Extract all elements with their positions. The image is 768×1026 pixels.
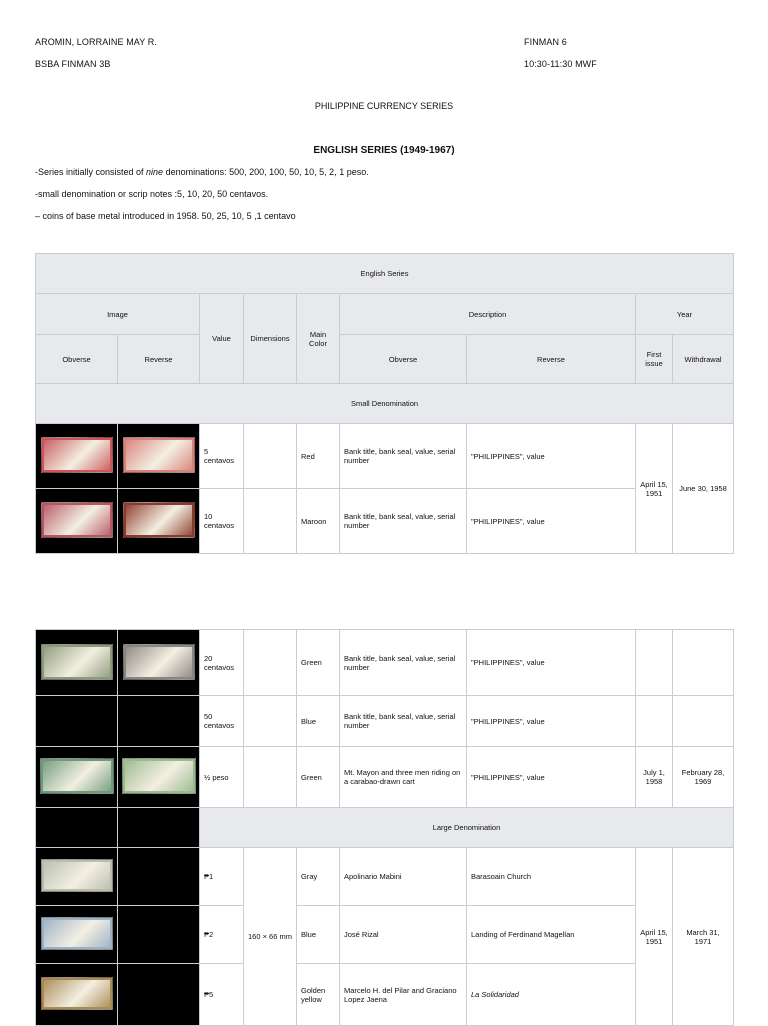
large-denomination-label: Large Denomination xyxy=(200,808,734,848)
withdrawal-cell xyxy=(673,630,734,696)
note-image-p2-obverse xyxy=(36,906,118,964)
color-cell: Red xyxy=(297,424,340,489)
reverse-description-cell: "PHILIPPINES", value xyxy=(467,747,636,808)
document-title: PHILIPPINE CURRENCY SERIES xyxy=(314,101,454,111)
note-image-20c-reverse xyxy=(118,630,200,696)
dimensions-cell xyxy=(244,696,297,747)
reverse-description-cell: "PHILIPPINES", value xyxy=(467,630,636,696)
section-title: ENGLISH SERIES (1949-1967) xyxy=(313,145,455,156)
color-cell: Green xyxy=(297,630,340,696)
image-obverse-empty xyxy=(36,808,118,848)
value-cell: ½ peso xyxy=(200,747,244,808)
obverse-description-cell: José Rizal xyxy=(340,906,467,964)
header-dimensions: Dimensions xyxy=(244,294,297,384)
reverse-description-cell: Barasoain Church xyxy=(467,848,636,906)
bullet-denominations: -Series initially consisted of nine denominations: 500, 200, 100, 50, 10, 5, 2, 1 peso. xyxy=(35,167,369,177)
header-description: Description xyxy=(340,294,636,335)
image-reverse-empty xyxy=(118,906,200,964)
obverse-description-cell: Bank title, bank seal, value, serial number xyxy=(340,630,467,696)
color-cell: Maroon xyxy=(297,489,340,554)
header-year: Year xyxy=(636,294,734,335)
image-reverse-empty xyxy=(118,848,200,906)
currency-table-part-2 xyxy=(35,629,734,1026)
first-issue-cell xyxy=(636,630,673,696)
class-schedule: 10:30-11:30 MWF xyxy=(524,59,597,69)
color-cell: Gray xyxy=(297,848,340,906)
first-issue-cell xyxy=(636,696,673,747)
first-issue-cell: April 15, 1951 xyxy=(636,424,673,554)
image-reverse-empty xyxy=(118,964,200,1026)
header-main-color: Main Color xyxy=(297,294,340,384)
header-image: Image xyxy=(36,294,200,335)
first-issue-cell: April 15, 1951 xyxy=(636,848,673,1026)
table-title: English Series xyxy=(36,254,734,294)
student-name: AROMIN, LORRAINE MAY R. xyxy=(35,37,157,47)
obverse-description-cell: Bank title, bank seal, value, serial number xyxy=(340,696,467,747)
image-reverse-empty xyxy=(118,696,200,747)
note-image-10c-reverse xyxy=(118,489,200,554)
currency-table-part-1 xyxy=(35,253,734,554)
obverse-description-cell: Apolinario Mabini xyxy=(340,848,467,906)
header-description-reverse: Reverse xyxy=(467,335,636,384)
withdrawal-cell: June 30, 1958 xyxy=(673,424,734,554)
dimensions-cell xyxy=(244,489,297,554)
header-first-issue: First issue xyxy=(636,335,673,384)
note-image-p1-obverse xyxy=(36,848,118,906)
bullet-coins: – coins of base metal introduced in 1958. 50, 25, 10, 5 ,1 centavo xyxy=(35,211,296,221)
table-row xyxy=(36,747,734,808)
header-description-obverse: Obverse xyxy=(340,335,467,384)
withdrawal-cell xyxy=(673,696,734,747)
dimensions-cell xyxy=(244,424,297,489)
note-image-5c-reverse xyxy=(118,424,200,489)
header-value: Value xyxy=(200,294,244,384)
color-cell: Green xyxy=(297,747,340,808)
color-cell: Blue xyxy=(297,906,340,964)
value-cell: ₱5 xyxy=(200,964,244,1026)
value-cell: 5 centavos xyxy=(200,424,244,489)
header-withdrawal: Withdrawal xyxy=(673,335,734,384)
table-row xyxy=(36,964,734,1026)
course-code: FINMAN 6 xyxy=(524,37,567,47)
dimensions-cell: 160 × 66 mm xyxy=(244,848,297,1026)
obverse-description-cell: Mt. Mayon and three men riding on a carabao-drawn cart xyxy=(340,747,467,808)
image-reverse-empty xyxy=(118,808,200,848)
reverse-description-cell: Landing of Ferdinand Magellan xyxy=(467,906,636,964)
reverse-description-cell: "PHILIPPINES", value xyxy=(467,489,636,554)
table-row xyxy=(36,848,734,906)
reverse-description-cell: La Solidaridad xyxy=(467,964,636,1026)
note-image-10c-obverse xyxy=(36,489,118,554)
image-obverse-empty xyxy=(36,696,118,747)
bullet-scrip-notes: -small denomination or scrip notes :5, 10, 20, 50 centavos. xyxy=(35,189,269,199)
obverse-description-cell: Bank title, bank seal, value, serial number xyxy=(340,424,467,489)
table-row xyxy=(36,906,734,964)
table-row xyxy=(36,696,734,747)
header-image-reverse: Reverse xyxy=(118,335,200,384)
obverse-description-cell: Bank title, bank seal, value, serial number xyxy=(340,489,467,554)
note-image-20c-obverse xyxy=(36,630,118,696)
value-cell: ₱1 xyxy=(200,848,244,906)
dimensions-cell xyxy=(244,630,297,696)
dimensions-cell xyxy=(244,747,297,808)
color-cell: Golden yellow xyxy=(297,964,340,1026)
first-issue-cell: July 1, 1958 xyxy=(636,747,673,808)
note-image-half-peso-reverse xyxy=(118,747,200,808)
reverse-description-cell: "PHILIPPINES", value xyxy=(467,424,636,489)
value-cell: ₱2 xyxy=(200,906,244,964)
table-row xyxy=(36,424,734,489)
student-program: BSBA FINMAN 3B xyxy=(35,59,111,69)
value-cell: 20 centavos xyxy=(200,630,244,696)
reverse-description-cell: "PHILIPPINES", value xyxy=(467,696,636,747)
withdrawal-cell: February 28, 1969 xyxy=(673,747,734,808)
header-image-obverse: Obverse xyxy=(36,335,118,384)
obverse-description-cell: Marcelo H. del Pilar and Graciano Lopez Jaena xyxy=(340,964,467,1026)
value-cell: 50 centavos xyxy=(200,696,244,747)
note-image-5c-obverse xyxy=(36,424,118,489)
color-cell: Blue xyxy=(297,696,340,747)
small-denomination-label: Small Denomination xyxy=(36,384,734,424)
value-cell: 10 centavos xyxy=(200,489,244,554)
withdrawal-cell: March 31, 1971 xyxy=(673,848,734,1026)
note-image-p5-obverse xyxy=(36,964,118,1026)
table-row xyxy=(36,489,734,554)
note-image-half-peso-obverse xyxy=(36,747,118,808)
table-row xyxy=(36,630,734,696)
